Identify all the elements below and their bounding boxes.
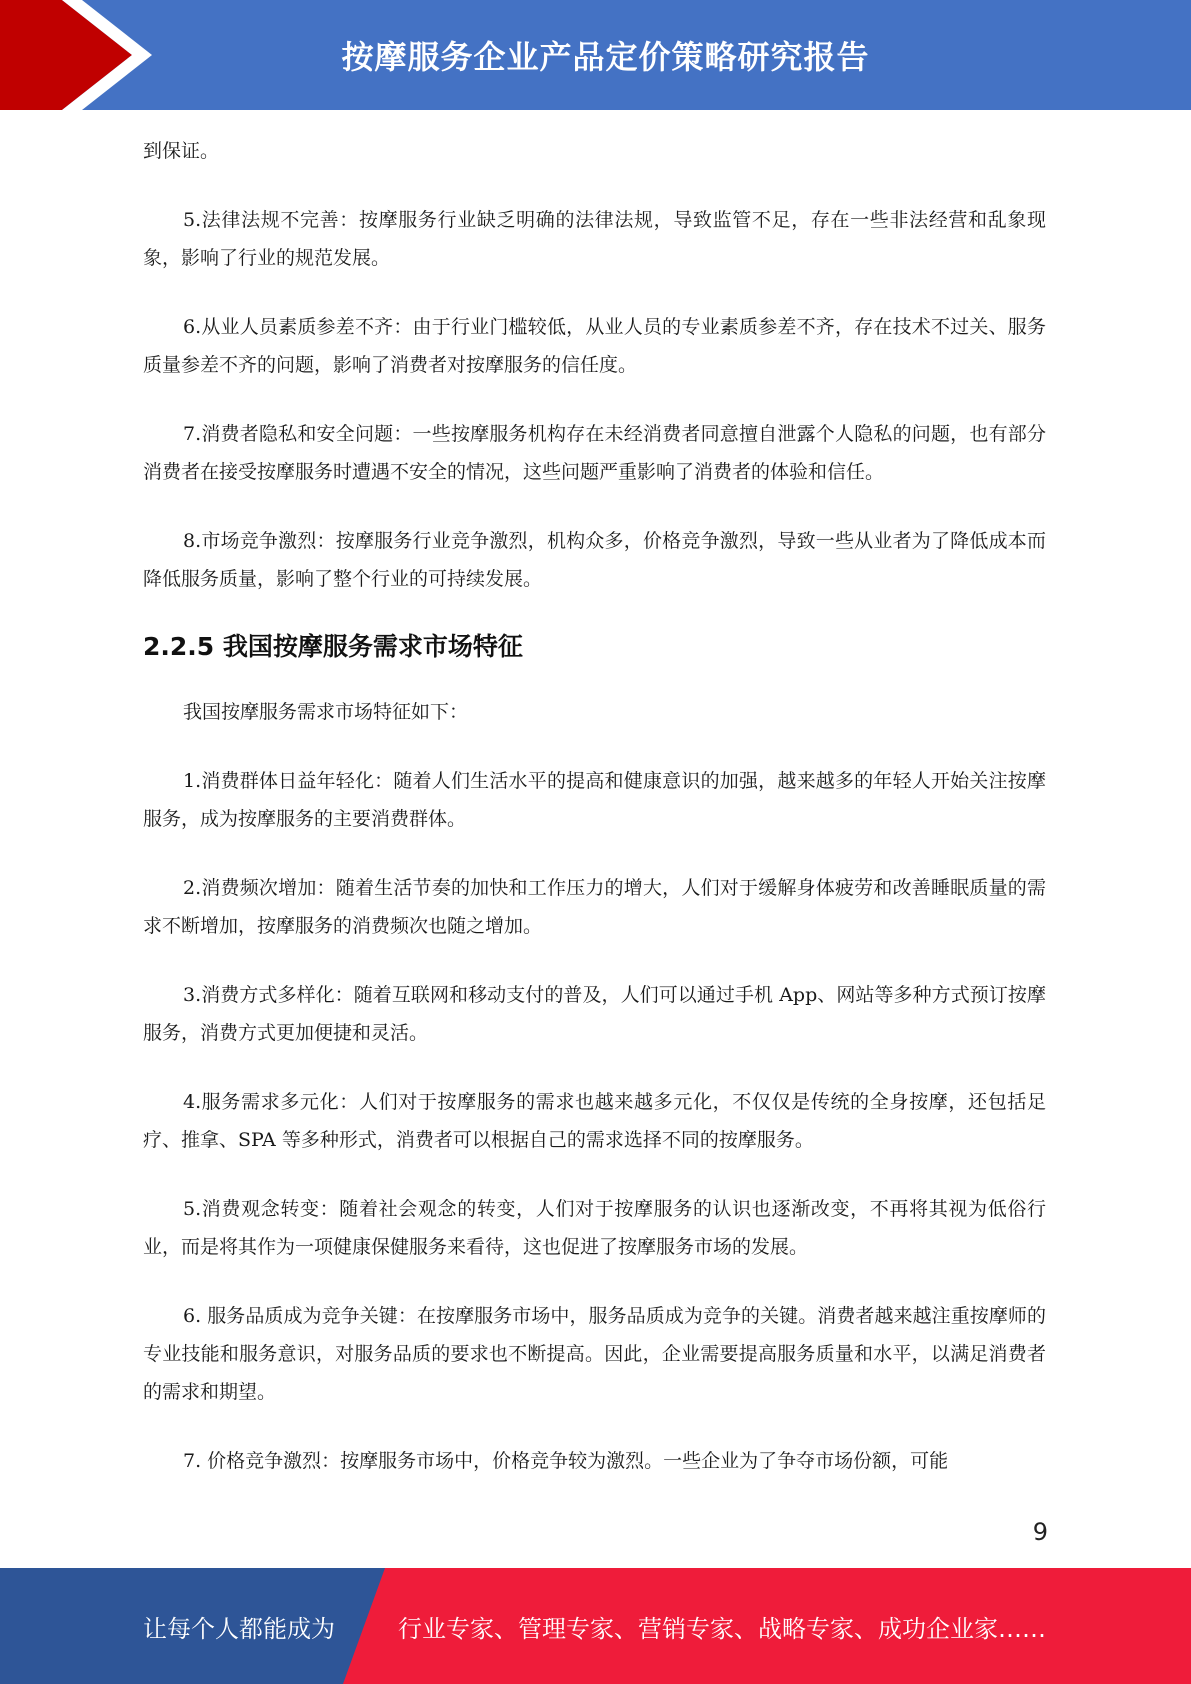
feature-item-7: 7. 价格竞争激烈：按摩服务市场中，价格竞争较为激烈。一些企业为了争夺市场份额，可能 <box>183 1450 949 1472</box>
paragraph-item-7: 7.消费者隐私和安全问题：一些按摩服务机构存在未经消费者同意擅自泄露个人隐私的问题，也有部分消费者在接受按摩服务时遭遇不安全的情况，这些问题严重影响了消费者的体验和信任。 <box>143 423 1046 483</box>
page-header <box>0 0 1191 110</box>
feature-item-1: 1.消费群体日益年轻化：随着人们生活水平的提高和健康意识的加强，越来越多的年轻人开始关注按摩服务，成为按摩服务的主要消费群体。 <box>143 770 1046 830</box>
feature-item-5: 5.消费观念转变：随着社会观念的转变，人们对于按摩服务的认识也逐渐改变，不再将其视为低俗行业，而是将其作为一项健康保健服务来看待，这也促进了按摩服务市场的发展。 <box>143 1198 1046 1258</box>
feature-item-4: 4.服务需求多元化：人们对于按摩服务的需求也越来越多元化，不仅仅是传统的全身按摩，还包括足疗、推拿、SPA 等多种形式，消费者可以根据自己的需求选择不同的按摩服务。 <box>143 1091 1046 1151</box>
feature-item-3: 3.消费方式多样化：随着互联网和移动支付的普及，人们可以通过手机 App、网站等多种方式预订按摩服务，消费方式更加便捷和灵活。 <box>143 984 1046 1044</box>
header-arrow-decoration <box>0 0 160 110</box>
document-body <box>143 132 1046 1511</box>
footer-slogan-left: 让每个人都能成为 <box>143 1614 335 1643</box>
paragraph-item-5: 5.法律法规不完善：按摩服务行业缺乏明确的法律法规，导致监管不足，存在一些非法经营和乱象现象，影响了行业的规范发展。 <box>143 209 1046 269</box>
footer-slogan-right: 行业专家、管理专家、营销专家、战略专家、成功企业家…… <box>398 1614 1046 1643</box>
document-title: 按摩服务企业产品定价策略研究报告 <box>341 38 870 76</box>
section-intro: 我国按摩服务需求市场特征如下： <box>183 701 469 723</box>
feature-item-6: 6. 服务品质成为竞争关键：在按摩服务市场中，服务品质成为竞争的关键。消费者越来越注重按摩师的专业技能和服务意识，对服务品质的要求也不断提高。因此，企业需要提高服务质量和水平，以满足消费者的需求和期望。 <box>143 1305 1046 1403</box>
paragraph-item-6: 6.从业人员素质参差不齐：由于行业门槛较低，从业人员的专业素质参差不齐，存在技术不过关、服务质量参差不齐的问题，影响了消费者对按摩服务的信任度。 <box>143 316 1046 376</box>
paragraph-continued: 到保证。 <box>143 140 220 162</box>
page-footer <box>0 1568 1191 1684</box>
feature-item-2: 2.消费频次增加：随着生活节奏的加快和工作压力的增大，人们对于缓解身体疲劳和改善睡眠质量的需求不断增加，按摩服务的消费频次也随之增加。 <box>143 877 1046 937</box>
page-number: 9 <box>1032 1518 1048 1546</box>
paragraph-item-8: 8.市场竞争激烈：按摩服务行业竞争激烈，机构众多，价格竞争激烈，导致一些从业者为了降低成本而降低服务质量，影响了整个行业的可持续发展。 <box>143 530 1046 590</box>
section-heading: 2.2.5 我国按摩服务需求市场特征 <box>143 632 523 661</box>
